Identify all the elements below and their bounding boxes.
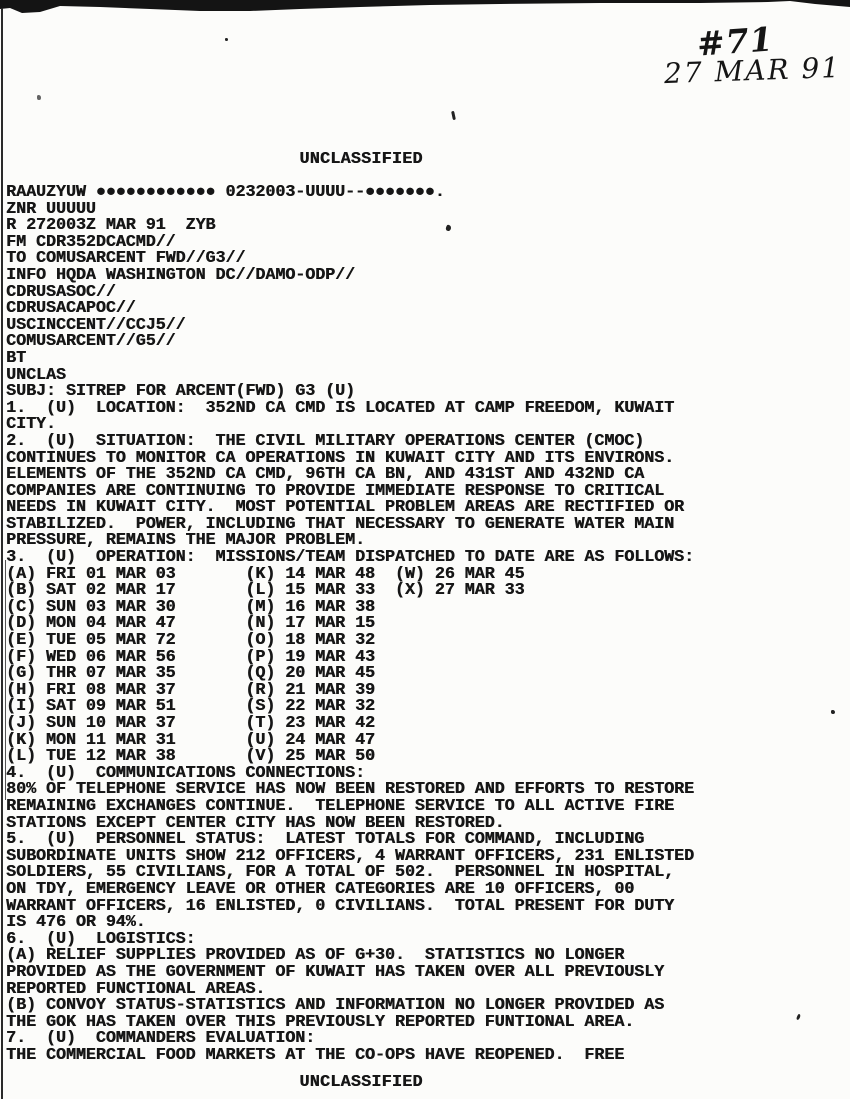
message-line: INFO HQDA WASHINGTON DC//DAMO-ODP// xyxy=(6,265,355,285)
message-line: (I) SAT 09 MAR 51 (S) 22 MAR 32 xyxy=(6,697,375,717)
message-line: STABILIZED. POWER, INCLUDING THAT NECESSARY TO GENERATE WATER MAIN xyxy=(6,514,675,534)
message-line: 1. (U) LOCATION: 352ND CA CMD IS LOCATED AT CAMP FREEDOM, KUWAIT xyxy=(6,398,675,418)
message-line: (F) WED 06 MAR 56 (P) 19 MAR 43 xyxy=(6,647,375,667)
classification-footer: UNCLASSIFIED xyxy=(299,1073,423,1092)
scan-speck xyxy=(796,1014,801,1021)
message-line: ELEMENTS OF THE 352ND CA CMD, 96TH CA BN, AND 431ST AND 432ND CA xyxy=(6,465,645,485)
message-line: (L) TUE 12 MAR 38 (V) 25 MAR 50 xyxy=(6,747,375,767)
message-line: (D) MON 04 MAR 47 (N) 17 MAR 15 xyxy=(6,614,375,634)
message-line: STATIONS EXCEPT CENTER CITY HAS NOW BEEN RESTORED. xyxy=(6,813,505,833)
message-line: 7. (U) COMMANDERS EVALUATION: xyxy=(6,1029,316,1049)
message-line: REMAINING EXCHANGES CONTINUE. TELEPHONE SERVICE TO ALL ACTIVE FIRE xyxy=(6,796,675,816)
message-line: WARRANT OFFICERS, 16 ENLISTED, 0 CIVILIANS. TOTAL PRESENT FOR DUTY xyxy=(6,896,675,916)
scan-edge-artifact-top xyxy=(0,0,850,18)
message-line: SUBJ: SITREP FOR ARCENT(FWD) G3 (U) xyxy=(6,382,355,402)
message-line: 4. (U) COMMUNICATIONS CONNECTIONS: xyxy=(6,763,365,783)
message-line: 5. (U) PERSONNEL STATUS: LATEST TOTALS FOR COMMAND, INCLUDING xyxy=(6,830,645,850)
message-body xyxy=(6,185,694,1064)
message-line: FM CDR352DCACMD// xyxy=(6,232,176,252)
message-line: REPORTED FUNCTIONAL AREAS. xyxy=(6,979,266,999)
message-line: PRESSURE, REMAINS THE MAJOR PROBLEM. xyxy=(6,531,365,551)
message-line: IS 476 OR 94%. xyxy=(6,913,146,933)
message-line: THE GOK HAS TAKEN OVER THIS PREVIOUSLY REPORTED FUNTIONAL AREA. xyxy=(6,1012,635,1032)
message-line: (A) FRI 01 MAR 03 (K) 14 MAR 48 (W) 26 MAR 45 xyxy=(6,564,525,584)
message-line: R 272003Z MAR 91 ZYB xyxy=(6,216,216,236)
message-line: CITY. xyxy=(6,415,56,435)
message-line: THE COMMERCIAL FOOD MARKETS AT THE CO-OPS HAVE REOPENED. FREE xyxy=(6,1045,625,1065)
message-line: USCINCCENT//CCJ5// xyxy=(6,315,186,335)
message-line: (G) THR 07 MAR 35 (Q) 20 MAR 45 xyxy=(6,664,375,684)
message-line: CDRUSASOC// xyxy=(6,282,116,302)
message-line: UNCLAS xyxy=(6,365,66,385)
scan-edge-artifact-left xyxy=(1,8,3,1099)
message-line: (E) TUE 05 MAR 72 (O) 18 MAR 32 xyxy=(6,631,375,651)
message-line: (A) RELIEF SUPPLIES PROVIDED AS OF G+30. STATISTICS NO LONGER xyxy=(6,946,625,966)
message-line: COMUSARCENT//G5// xyxy=(6,332,176,352)
message-line: COMPANIES ARE CONTINUING TO PROVIDE IMMEDIATE RESPONSE TO CRITICAL xyxy=(6,481,665,501)
message-line: SUBORDINATE UNITS SHOW 212 OFFICERS, 4 WARRANT OFFICERS, 231 ENLISTED xyxy=(6,846,694,866)
message-line: 80% OF TELEPHONE SERVICE HAS NOW BEEN RESTORED AND EFFORTS TO RESTORE xyxy=(6,780,694,800)
message-line: (J) SUN 10 MAR 37 (T) 23 MAR 42 xyxy=(6,714,375,733)
message-line: NEEDS IN KUWAIT CITY. MOST POTENTIAL PROBLEM AREAS ARE RECTIFIED OR xyxy=(6,498,684,518)
message-line: TO COMUSARCENT FWD//G3// xyxy=(6,249,246,269)
message-line: (C) SUN 03 MAR 30 (M) 16 MAR 38 xyxy=(6,597,375,617)
message-line: 2. (U) SITUATION: THE CIVIL MILITARY OPERATIONS CENTER (CMOC) xyxy=(6,431,645,451)
message-line: 6. (U) LOGISTICS: xyxy=(6,929,196,949)
message-line: (H) FRI 08 MAR 37 (R) 21 MAR 39 xyxy=(6,680,375,700)
message-line: ZNR UUUUU xyxy=(6,199,96,219)
scan-speck xyxy=(225,38,228,41)
handwritten-doc-number: #71 xyxy=(695,19,775,64)
message-line: (B) CONVOY STATUS-STATISTICS AND INFORMATION NO LONGER PROVIDED AS xyxy=(6,996,665,1016)
message-line: PROVIDED AS THE GOVERNMENT OF KUWAIT HAS TAKEN OVER ALL PREVIOUSLY xyxy=(6,962,665,982)
message-line: CDRUSACAPOC// xyxy=(6,299,136,319)
message-line: RAAUZYUW ●●●●●●●●●●●● 0232003-UUUU--●●●●●●●. xyxy=(6,183,445,202)
handwritten-date: 27 MAR 91 xyxy=(663,50,842,91)
message-line: ON TDY, EMERGENCY LEAVE OR OTHER CATEGORIES ARE 10 OFFICERS, 00 xyxy=(6,879,635,899)
message-line: CONTINUES TO MONITOR CA OPERATIONS IN KUWAIT CITY AND ITS ENVIRONS. xyxy=(6,448,675,468)
classification-header: UNCLASSIFIED xyxy=(299,150,423,169)
message-line: 3. (U) OPERATION: MISSIONS/TEAM DISPATCHED TO DATE ARE AS FOLLOWS: xyxy=(6,548,694,568)
scan-speck xyxy=(37,95,41,100)
message-line: SOLDIERS, 55 CIVILIANS, FOR A TOTAL OF 502. PERSONNEL IN HOSPITAL, xyxy=(6,863,675,883)
scan-speck xyxy=(831,710,835,714)
scan-speck xyxy=(451,111,456,120)
message-line: (K) MON 11 MAR 31 (U) 24 MAR 47 xyxy=(6,730,375,750)
message-line: (B) SAT 02 MAR 17 (L) 15 MAR 33 (X) 27 MAR 33 xyxy=(6,581,525,601)
message-line: BT xyxy=(6,348,26,368)
